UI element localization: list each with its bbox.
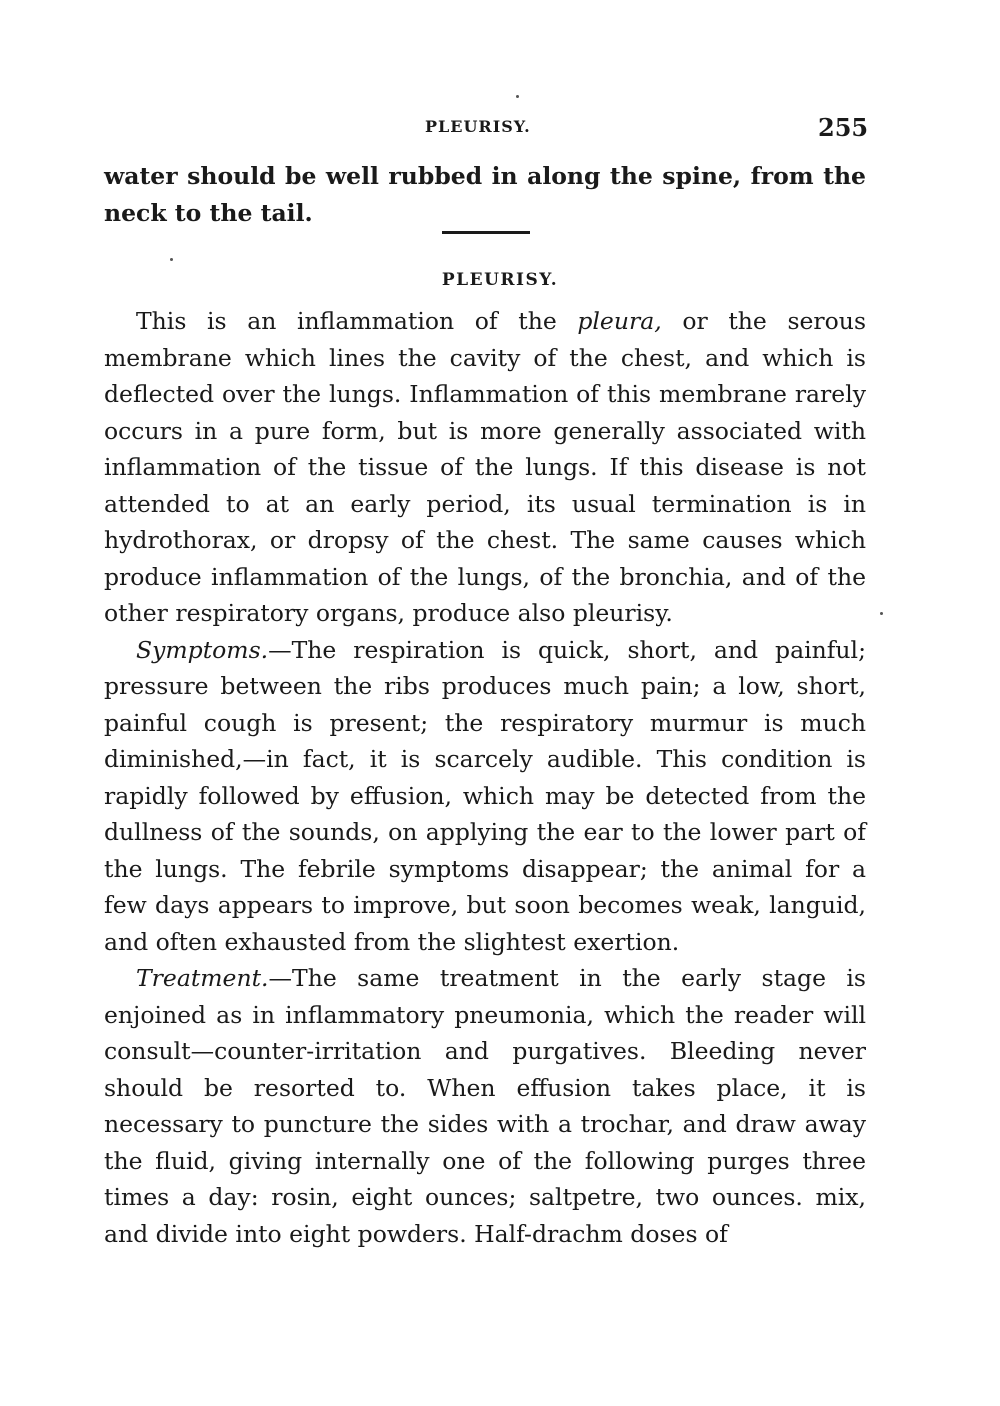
section-divider	[442, 231, 530, 234]
symptoms-paragraph	[104, 632, 866, 961]
symptoms-label: Symptoms.	[136, 635, 269, 664]
intro-paragraph	[104, 303, 866, 632]
scan-speck	[880, 612, 883, 615]
running-title: PLEURISY.	[425, 117, 531, 136]
scan-speck	[170, 258, 173, 261]
intro-emphasis: pleura,	[577, 307, 662, 335]
intro-text-start: This is an inflammation of the	[136, 307, 578, 335]
treatment-label: Treatment.	[136, 964, 269, 992]
treatment-text: —The same treatment in the early stage is enjoined as in inflammatory pneumonia, which the reader will consult—counter-irritation and purgatives. Bleeding never should be resorted to. When effusion takes place, it is necessary to puncture the sides with a trochar, and draw away the fluid, giving internally one of the following purges three times a day: rosin, eight ounces; saltpetre, two ounces. mix, and divide into eight powders. Half-drachm doses of	[104, 964, 866, 1248]
scan-speck	[516, 95, 519, 98]
page-number: 255	[818, 113, 869, 142]
treatment-paragraph	[104, 960, 866, 1252]
intro-text-end: or the serous membrane which lines the cavity of the chest, and which is deflected over the lungs. Inflammation of this membrane rarely occurs in a pure form, but is more generally associated with inflammation of the tissue of the lungs. If this disease is not attended to at an early period, its usual termination is in hydrothorax, or dropsy of the chest. The same causes which produce inflammation of the lungs, of the bronchia, and of the other respiratory organs, produce also pleurisy.	[104, 307, 866, 627]
carryover-text: water should be well rubbed in along the spine, from the neck to the tail.	[104, 162, 866, 227]
running-head	[0, 113, 1000, 143]
carryover-paragraph	[104, 158, 866, 231]
symptoms-text: —The respiration is quick, short, and painful; pressure between the ribs produces much pain; a low, short, painful cough is present; the respiratory murmur is much diminished,—in fact, it is scarcely audible. This condition is rapidly followed by effusion, which may be detected from the dullness of the sounds, on applying the ear to the lower part of the lungs. The febrile symptoms disappear; the animal for a few days appears to improve, but soon becomes weak, languid, and often exhausted from the slightest exertion.	[104, 635, 866, 956]
section-heading: PLEURISY.	[441, 270, 559, 290]
section-body	[104, 303, 866, 1252]
